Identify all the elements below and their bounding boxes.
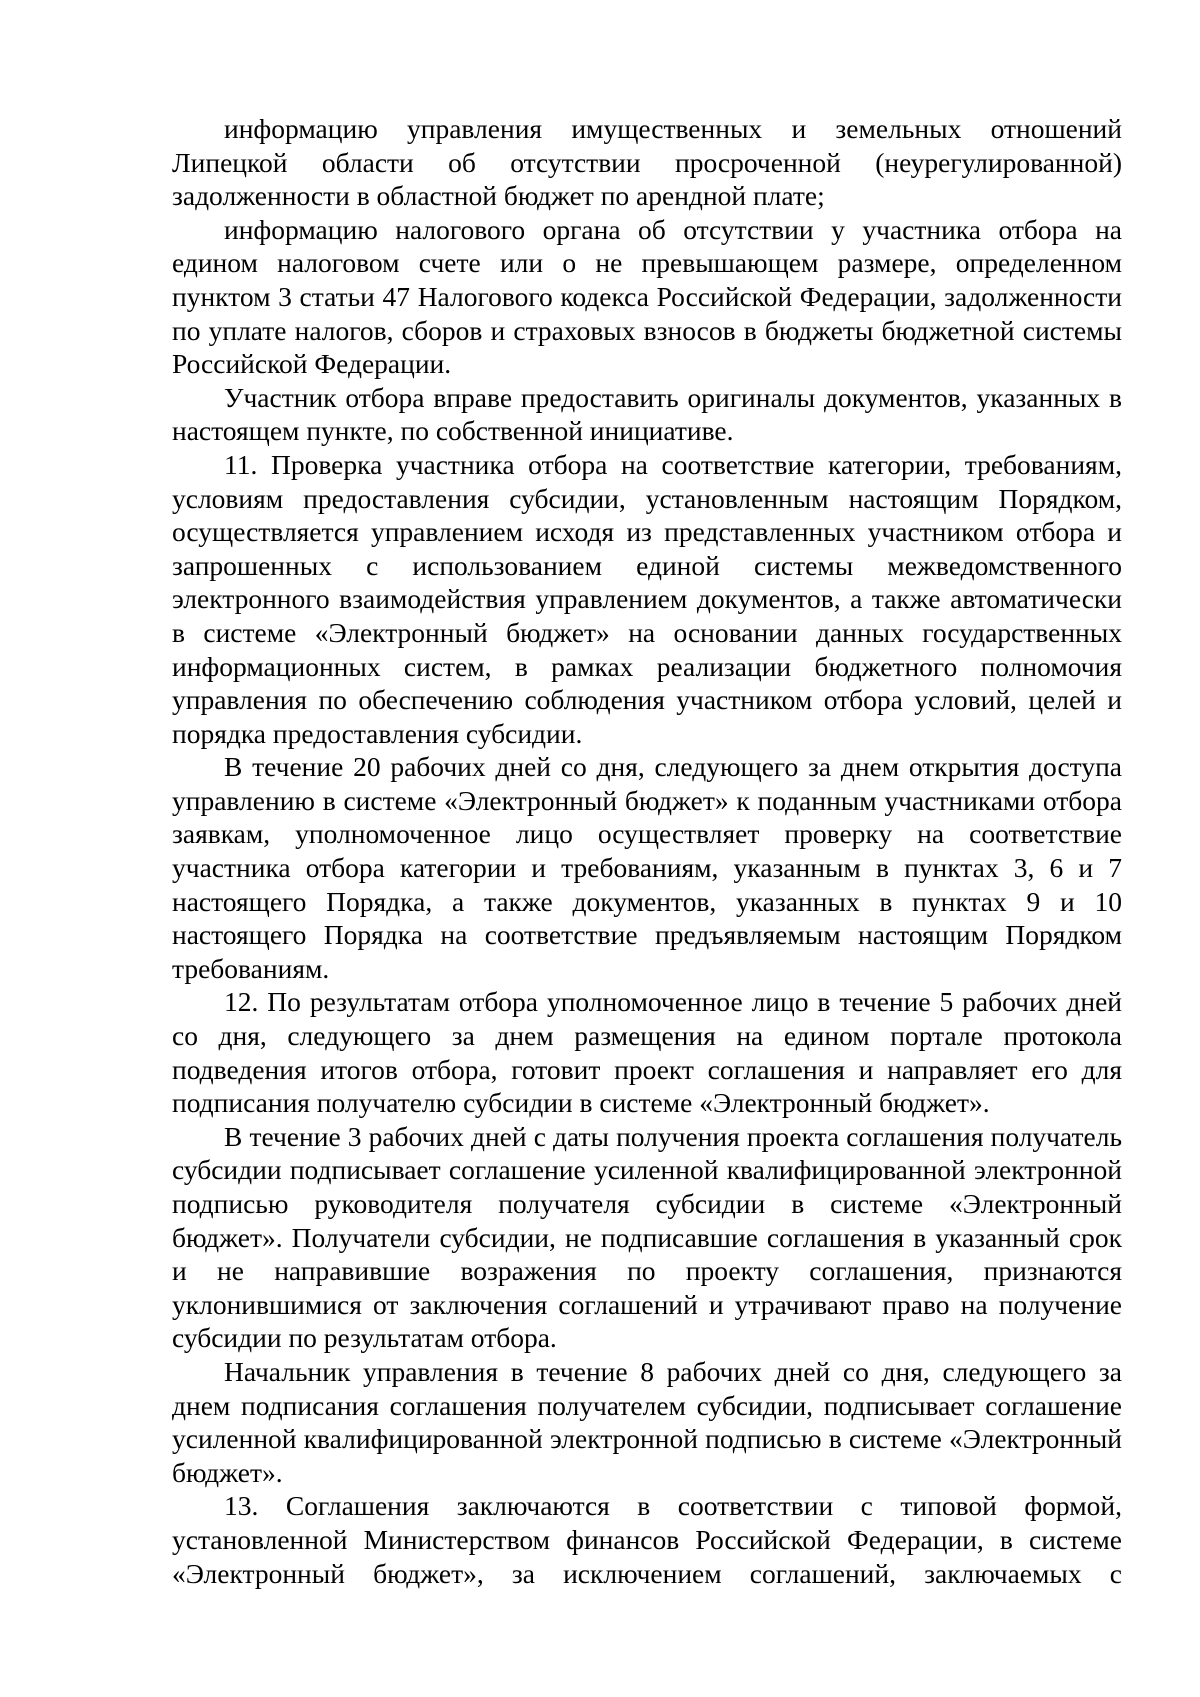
paragraph-tax-debt-info: информацию налогового органа об отсутствии у участника отбора на едином налоговом счете или о не превышающем размере, определенном пунктом 3 статьи 47 Налогового кодекса Российской Федерации, задолженности по уплате налогов, сборов и страховых взносов в бюджеты бюджетной системы Российской Федерации. <box>172 213 1122 380</box>
paragraph-item-12: 12. По результатам отбора уполномоченное лицо в течение 5 рабочих дней со дня, следующего за днем размещения на едином портале протокола подведения итогов отбора, готовит проект соглашения и направляет его для подписания получателю субсидии в системе «Электронный бюджет». <box>172 986 1122 1119</box>
paragraph-verification-period: В течение 20 рабочих дней со дня, следующего за днем открытия доступа управлению в системе «Электронный бюджет» к поданным участниками отбора заявкам, уполномоченное лицо осуществляет проверку на соответствие участника отбора категории и требованиям, указанным в пунктах 3, 6 и 7 настоящего Порядка, а также документов, указанных в пунктах 9 и 10 настоящего Порядка на соответствие предъявляемым настоящим Порядком требованиям. <box>172 751 1122 984</box>
paragraph-original-documents: Участник отбора вправе предоставить оригиналы документов, указанных в настоящем пункте, по собственной инициативе. <box>172 381 1122 447</box>
paragraph-item-11: 11. Проверка участника отбора на соответствие категории, требованиям, условиям предоставления субсидии, установленным настоящим Порядком, осуществляется управлением исходя из представленных участником отбора и запрошенных с использованием единой системы межведомственного электронного взаимодействия управлением документов, а также автоматически в системе «Электронный бюджет» на основании данных государственных информационных систем, в рамках реализации бюджетного полномочия управления по обеспечению соблюдения участником отбора условий, целей и порядка предоставления субсидии. <box>172 448 1122 749</box>
paragraph-lease-debt-info: информацию управления имущественных и земельных отношений Липецкой области об отсутствии просроченной (неурегулированной) задолженности в областной бюджет по арендной плате; <box>172 113 1122 212</box>
paragraph-head-signing: Начальник управления в течение 8 рабочих дней со дня, следующего за днем подписания соглашения получателем субсидии, подписывает соглашение усиленной квалифицированной электронной подписью в системе «Электронный бюджет». <box>172 1355 1122 1488</box>
document-page <box>172 112 1122 1590</box>
paragraph-recipient-signing: В течение 3 рабочих дней с даты получения проекта соглашения получатель субсидии подписывает соглашение усиленной квалифицированной электронной подписью руководителя получателя субсидии в системе «Электронный бюджет». Получатели субсидии, не подписавшие соглашения в указанный срок и не направившие возражения по проекту соглашения, признаются уклонившимися от заключения соглашений и утрачивают право на получение субсидии по результатам отбора. <box>172 1120 1122 1354</box>
paragraph-item-13: 13. Соглашения заключаются в соответствии с типовой формой, установленной Министерством финансов Российской Федерации, в системе «Электронный бюджет», за исключением соглашений, заключаемых с <box>172 1490 1122 1589</box>
